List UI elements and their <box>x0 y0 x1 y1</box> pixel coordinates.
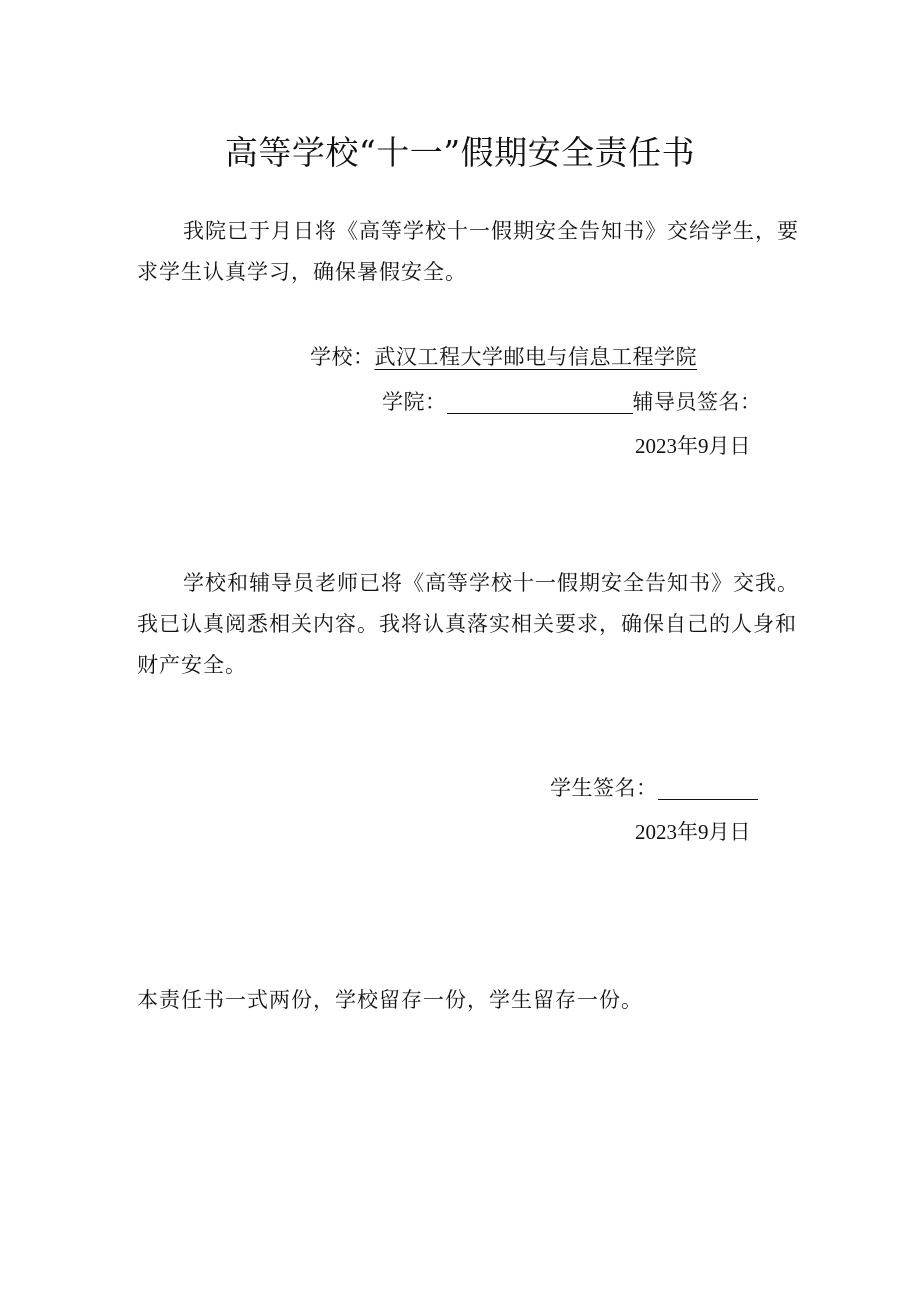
document-title: 高等学校“十一”假期安全责任书 <box>224 133 696 172</box>
college-blank-line <box>447 391 633 414</box>
school-date <box>635 431 751 461</box>
student-signature-blank <box>658 777 758 800</box>
student-date-year-suffix: 年 <box>677 820 698 844</box>
student-statement-paragraph: 学校和辅导员老师已将《高等学校十一假期安全告知书》交我。我已认真阅悉相关内容。我将认真落实相关要求，确保自己的人身和财产安全。 <box>137 571 799 677</box>
school-date-year-suffix: 年 <box>677 434 698 458</box>
student-signature-label: 学生签名： <box>550 776 658 800</box>
student-signature-line <box>550 773 758 803</box>
school-name: 武汉工程大学邮电与信息工程学院 <box>374 345 697 369</box>
college-label: 学院： <box>382 390 447 414</box>
school-date-month: 9 <box>698 434 709 458</box>
footer-note: 本责任书一式两份，学校留存一份，学生留存一份。 <box>137 988 643 1012</box>
school-label: 学校： <box>310 345 375 369</box>
student-date <box>635 817 751 847</box>
school-date-month-suffix: 月日 <box>708 434 751 458</box>
counselor-signature-label: 辅导员签名： <box>632 390 762 414</box>
school-line <box>310 342 697 372</box>
student-date-year: 2023 <box>635 820 677 844</box>
school-statement-paragraph: 我院已于月日将《高等学校十一假期安全告知书》交给学生，要求学生认真学习，确保暑假安全。 <box>137 219 799 284</box>
school-date-year: 2023 <box>635 434 677 458</box>
student-date-month-suffix: 月日 <box>708 820 751 844</box>
college-counselor-line <box>382 387 762 417</box>
student-date-month: 9 <box>698 820 709 844</box>
